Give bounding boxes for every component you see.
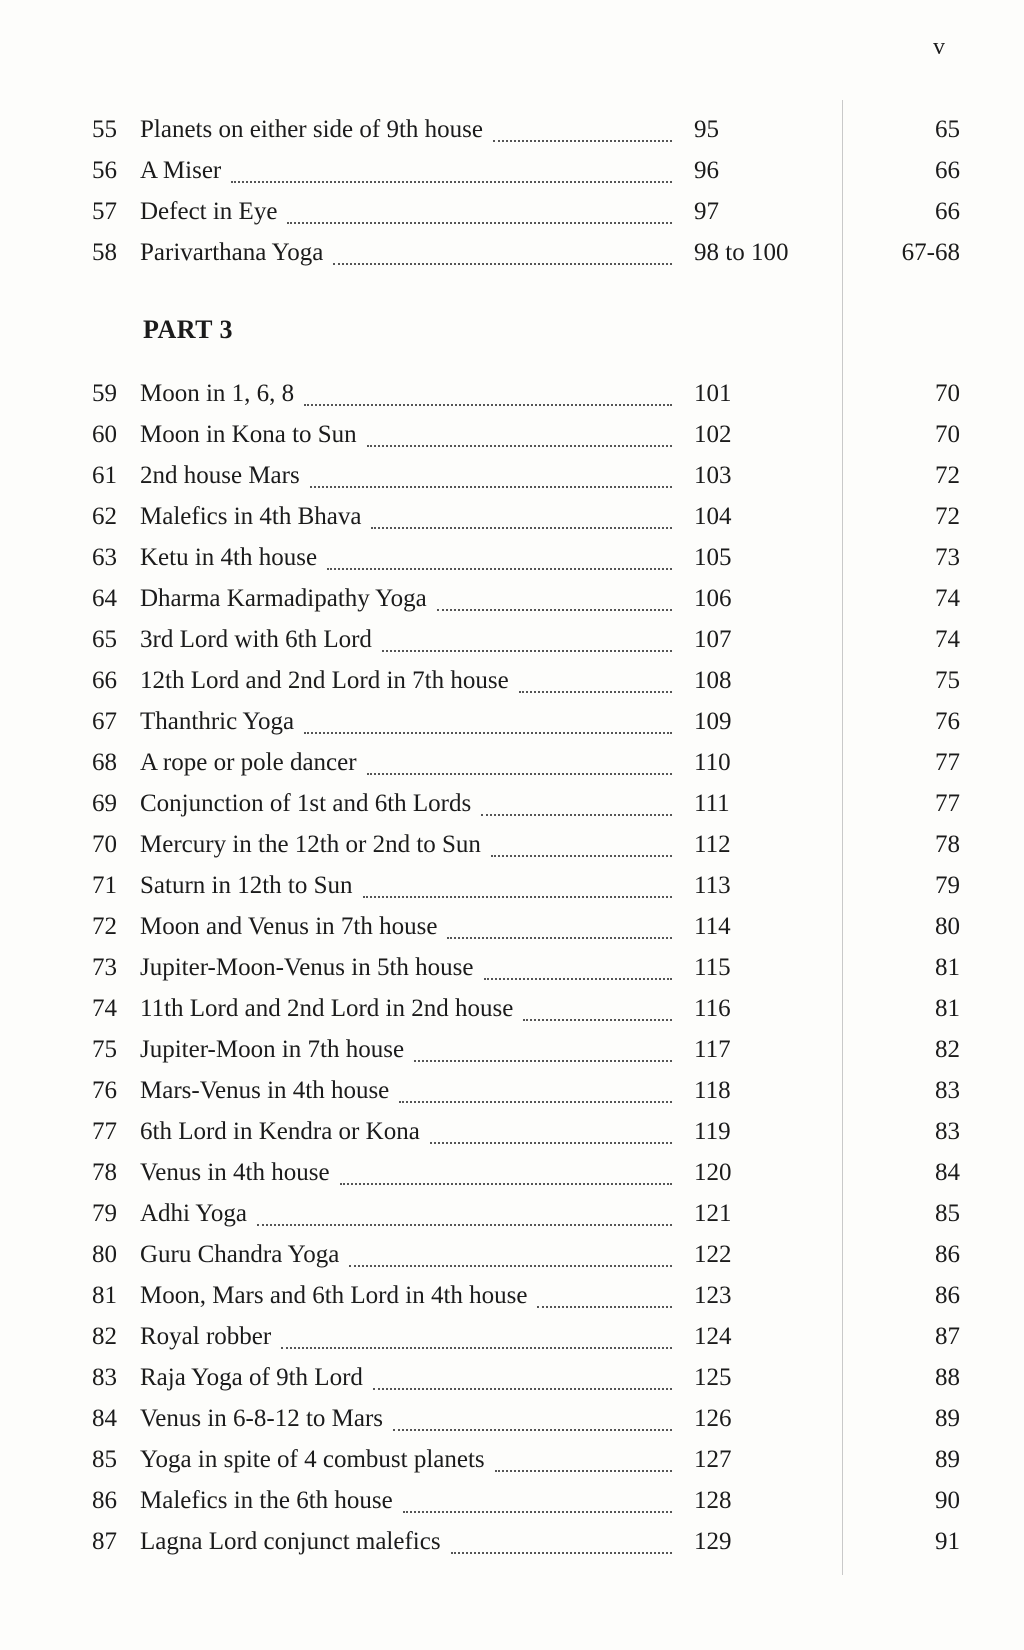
toc-entry (0, 1196, 1024, 1232)
entry-number: 63 (92, 544, 117, 571)
entry-title: Mercury in the 12th or 2nd to Sun (140, 831, 481, 858)
dot-leader (519, 691, 672, 693)
entry-title: Ketu in 4th house (140, 544, 318, 571)
toc-entry (0, 1114, 1024, 1150)
entry-number: 84 (92, 1405, 117, 1432)
dot-leader (340, 1183, 672, 1185)
entry-number: 83 (92, 1364, 117, 1391)
entry-verse: 124 (694, 1323, 732, 1350)
entry-number: 75 (92, 1036, 117, 1063)
entry-page: 77 (935, 749, 960, 776)
toc-entry (0, 1278, 1024, 1314)
entry-page: 78 (935, 831, 960, 858)
entry-page: 85 (935, 1200, 960, 1227)
entry-title: Jupiter-Moon in 7th house (140, 1036, 405, 1063)
toc-entry (0, 376, 1024, 412)
entry-title: Adhi Yoga (140, 1200, 247, 1227)
entry-title: Moon, Mars and 6th Lord in 4th house (140, 1282, 528, 1309)
entry-page: 67-68 (901, 239, 960, 266)
dot-leader (371, 527, 672, 529)
entry-title: Malefics in the 6th house (140, 1487, 393, 1514)
dot-leader (403, 1511, 672, 1513)
entry-title: Mars-Venus in 4th house (140, 1077, 390, 1104)
entry-verse: 109 (694, 708, 732, 735)
entry-title: Moon in 1, 6, 8 (140, 380, 295, 407)
entry-title-line (140, 499, 672, 535)
entry-page: 70 (935, 421, 960, 448)
entry-verse: 98 to 100 (694, 239, 789, 266)
toc-entry (0, 1401, 1024, 1437)
entry-page: 83 (935, 1118, 960, 1145)
entry-verse: 104 (694, 503, 732, 530)
entry-number: 57 (92, 198, 117, 225)
dot-leader (327, 568, 672, 570)
toc-entry (0, 112, 1024, 148)
toc-entry (0, 622, 1024, 658)
entry-verse: 96 (694, 157, 719, 184)
entry-title: Malefics in 4th Bhava (140, 503, 362, 530)
entry-title-line (140, 622, 672, 658)
entry-page: 66 (935, 198, 960, 225)
toc-entry (0, 827, 1024, 863)
entry-title-line (140, 153, 672, 189)
entry-verse: 123 (694, 1282, 732, 1309)
entry-verse: 111 (694, 790, 730, 817)
entry-number: 62 (92, 503, 117, 530)
entry-title: 11th Lord and 2nd Lord in 2nd house (140, 995, 514, 1022)
dot-leader (495, 1470, 672, 1472)
entry-page: 74 (935, 626, 960, 653)
toc-entry (0, 786, 1024, 822)
entry-page: 89 (935, 1405, 960, 1432)
entry-number: 69 (92, 790, 117, 817)
toc-entry (0, 499, 1024, 535)
dot-leader (363, 896, 672, 898)
entry-verse: 125 (694, 1364, 732, 1391)
entry-page: 87 (935, 1323, 960, 1350)
entry-number: 59 (92, 380, 117, 407)
dot-leader (393, 1429, 672, 1431)
toc-entry (0, 1483, 1024, 1519)
entry-title-line (140, 786, 672, 822)
toc-entry (0, 1073, 1024, 1109)
entry-verse: 110 (694, 749, 731, 776)
toc-entry (0, 1319, 1024, 1355)
dot-leader (447, 937, 672, 939)
entry-page: 84 (935, 1159, 960, 1186)
entry-verse: 95 (694, 116, 719, 143)
entry-page: 74 (935, 585, 960, 612)
entry-number: 78 (92, 1159, 117, 1186)
dot-leader (491, 855, 672, 857)
entry-title: Parivarthana Yoga (140, 239, 324, 266)
entry-title-line (140, 581, 672, 617)
entry-verse: 117 (694, 1036, 731, 1063)
toc-entry (0, 1442, 1024, 1478)
entry-number: 68 (92, 749, 117, 776)
toc-entry (0, 581, 1024, 617)
entry-number: 82 (92, 1323, 117, 1350)
toc-entry (0, 991, 1024, 1027)
entry-verse: 102 (694, 421, 732, 448)
toc-entry (0, 235, 1024, 271)
entry-title-line (140, 1155, 672, 1191)
entry-title-line (140, 540, 672, 576)
dot-leader (399, 1101, 672, 1103)
dot-leader (481, 814, 672, 816)
dot-leader (257, 1224, 672, 1226)
entry-title: Raja Yoga of 9th Lord (140, 1364, 363, 1391)
dot-leader (287, 222, 672, 224)
entry-page: 81 (935, 954, 960, 981)
entry-number: 64 (92, 585, 117, 612)
entry-title: Moon and Venus in 7th house (140, 913, 438, 940)
entry-page: 82 (935, 1036, 960, 1063)
entry-title-line (140, 950, 672, 986)
entry-title: 2nd house Mars (140, 462, 300, 489)
entry-title-line (140, 868, 672, 904)
entry-page: 66 (935, 157, 960, 184)
entry-title-line (140, 1360, 672, 1396)
entry-verse: 105 (694, 544, 732, 571)
entry-page: 83 (935, 1077, 960, 1104)
entry-title-line (140, 1032, 672, 1068)
entry-title-line (140, 1278, 672, 1314)
dot-leader (451, 1552, 672, 1554)
entry-number: 81 (92, 1282, 117, 1309)
entry-number: 87 (92, 1528, 117, 1555)
entry-title: Royal robber (140, 1323, 272, 1350)
entry-number: 77 (92, 1118, 117, 1145)
entry-page: 72 (935, 462, 960, 489)
entry-title-line (140, 991, 672, 1027)
toc-entry (0, 1360, 1024, 1396)
entry-number: 80 (92, 1241, 117, 1268)
entry-number: 72 (92, 913, 117, 940)
entry-title-line (140, 745, 672, 781)
entry-number: 65 (92, 626, 117, 653)
entry-number: 61 (92, 462, 117, 489)
entry-number: 67 (92, 708, 117, 735)
entry-title: Moon in Kona to Sun (140, 421, 357, 448)
entry-title: 3rd Lord with 6th Lord (140, 626, 372, 653)
entry-verse: 128 (694, 1487, 732, 1514)
entry-title: Conjunction of 1st and 6th Lords (140, 790, 472, 817)
entry-title-line (140, 235, 672, 271)
toc-entry (0, 458, 1024, 494)
section-title: PART 3 (143, 315, 233, 344)
entry-title-line (140, 376, 672, 412)
entry-title-line (140, 1114, 672, 1150)
entry-title: A rope or pole dancer (140, 749, 357, 776)
entry-page: 91 (935, 1528, 960, 1555)
entry-page: 70 (935, 380, 960, 407)
toc-entry (0, 1155, 1024, 1191)
entry-verse: 103 (694, 462, 732, 489)
entry-title-line (140, 909, 672, 945)
entry-title-line (140, 417, 672, 453)
toc-entry (0, 663, 1024, 699)
toc-entry (0, 1032, 1024, 1068)
entry-number: 70 (92, 831, 117, 858)
dot-leader (367, 773, 672, 775)
entry-title-line (140, 827, 672, 863)
entry-title: 12th Lord and 2nd Lord in 7th house (140, 667, 509, 694)
entry-verse: 127 (694, 1446, 732, 1473)
toc-entry (0, 417, 1024, 453)
page-number: v (933, 34, 945, 60)
entry-title: Planets on either side of 9th house (140, 116, 483, 143)
toc-entry (0, 1524, 1024, 1560)
entry-title-line (140, 458, 672, 494)
toc-entry (0, 194, 1024, 230)
entry-page: 81 (935, 995, 960, 1022)
toc-entry (0, 704, 1024, 740)
entry-number: 86 (92, 1487, 117, 1514)
entry-verse: 108 (694, 667, 732, 694)
entry-title: Venus in 4th house (140, 1159, 330, 1186)
dot-leader (310, 486, 672, 488)
entry-verse: 129 (694, 1528, 732, 1555)
dot-leader (304, 732, 672, 734)
entry-title-line (140, 1237, 672, 1273)
entry-number: 74 (92, 995, 117, 1022)
entry-number: 66 (92, 667, 117, 694)
entry-page: 72 (935, 503, 960, 530)
entry-number: 56 (92, 157, 117, 184)
entry-title: Venus in 6-8-12 to Mars (140, 1405, 384, 1432)
dot-leader (537, 1306, 672, 1308)
entry-number: 71 (92, 872, 117, 899)
entry-title-line (140, 663, 672, 699)
dot-leader (484, 978, 673, 980)
entry-title: Dharma Karmadipathy Yoga (140, 585, 427, 612)
entry-page: 75 (935, 667, 960, 694)
toc-entry (0, 1237, 1024, 1273)
dot-leader (281, 1347, 672, 1349)
entry-verse: 107 (694, 626, 732, 653)
entry-page: 88 (935, 1364, 960, 1391)
entry-title: Saturn in 12th to Sun (140, 872, 353, 899)
dot-leader (430, 1142, 672, 1144)
entry-page: 79 (935, 872, 960, 899)
entry-title-line (140, 194, 672, 230)
dot-leader (414, 1060, 672, 1062)
entry-number: 76 (92, 1077, 117, 1104)
entry-number: 55 (92, 116, 117, 143)
toc-entry (0, 909, 1024, 945)
entry-page: 73 (935, 544, 960, 571)
entry-title-line (140, 704, 672, 740)
entry-page: 77 (935, 790, 960, 817)
toc-entry (0, 745, 1024, 781)
entry-verse: 126 (694, 1405, 732, 1432)
entry-title: Yoga in spite of 4 combust planets (140, 1446, 485, 1473)
toc-entry (0, 950, 1024, 986)
entry-page: 65 (935, 116, 960, 143)
entry-title: 6th Lord in Kendra or Kona (140, 1118, 420, 1145)
entry-verse: 115 (694, 954, 731, 981)
entry-verse: 97 (694, 198, 719, 225)
entry-page: 76 (935, 708, 960, 735)
dot-leader (373, 1388, 672, 1390)
entry-title: Thanthric Yoga (140, 708, 295, 735)
dot-leader (437, 609, 672, 611)
dot-leader (382, 650, 672, 652)
entry-number: 85 (92, 1446, 117, 1473)
entry-title-line (140, 1524, 672, 1560)
entry-title-line (140, 1319, 672, 1355)
dot-leader (231, 181, 672, 183)
entry-title-line (140, 1073, 672, 1109)
entry-page: 86 (935, 1282, 960, 1309)
entry-title-line (140, 1196, 672, 1232)
entry-verse: 113 (694, 872, 731, 899)
entry-page: 90 (935, 1487, 960, 1514)
entry-number: 60 (92, 421, 117, 448)
entry-title: Lagna Lord conjunct malefics (140, 1528, 441, 1555)
dot-leader (523, 1019, 672, 1021)
dot-leader (493, 140, 672, 142)
entry-verse: 106 (694, 585, 732, 612)
entry-verse: 120 (694, 1159, 732, 1186)
entry-title-line (140, 1401, 672, 1437)
entry-number: 73 (92, 954, 117, 981)
entry-title: Defect in Eye (140, 198, 278, 225)
dot-leader (367, 445, 672, 447)
entry-title-line (140, 1483, 672, 1519)
entry-number: 79 (92, 1200, 117, 1227)
toc-entry (0, 540, 1024, 576)
entry-page: 89 (935, 1446, 960, 1473)
entry-verse: 114 (694, 913, 731, 940)
entry-title: Jupiter-Moon-Venus in 5th house (140, 954, 474, 981)
entry-verse: 119 (694, 1118, 731, 1145)
entry-title-line (140, 112, 672, 148)
entry-page: 80 (935, 913, 960, 940)
entry-verse: 101 (694, 380, 732, 407)
toc-entry (0, 868, 1024, 904)
entry-title-line (140, 1442, 672, 1478)
dot-leader (349, 1265, 672, 1267)
dot-leader (333, 263, 672, 265)
entry-title: A Miser (140, 157, 222, 184)
entry-verse: 118 (694, 1077, 731, 1104)
entry-page: 86 (935, 1241, 960, 1268)
toc-entry (0, 153, 1024, 189)
entry-number: 58 (92, 239, 117, 266)
entry-verse: 121 (694, 1200, 732, 1227)
dot-leader (304, 404, 672, 406)
entry-verse: 122 (694, 1241, 732, 1268)
entry-title: Guru Chandra Yoga (140, 1241, 340, 1268)
entry-verse: 112 (694, 831, 731, 858)
entry-verse: 116 (694, 995, 731, 1022)
